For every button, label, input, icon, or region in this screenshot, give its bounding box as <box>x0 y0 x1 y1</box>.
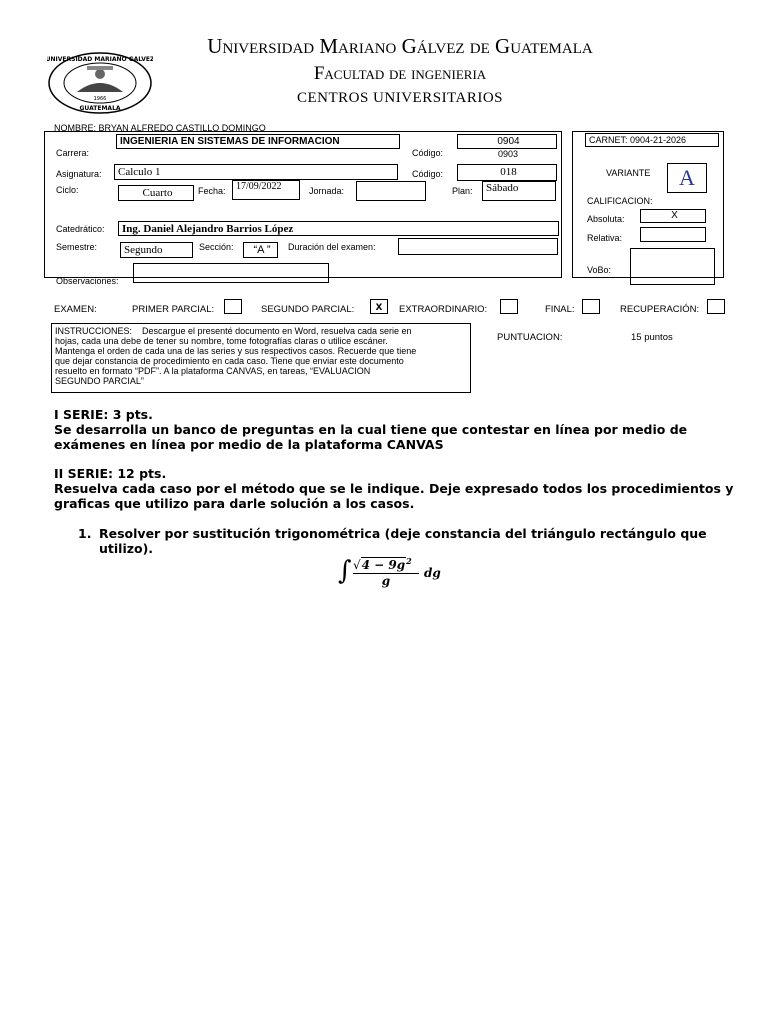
observaciones-field[interactable] <box>133 263 329 283</box>
university-title: Universidad Mariano Gálvez de Guatemala <box>207 34 593 58</box>
university-seal <box>47 52 153 114</box>
integral-sign: ∫ <box>338 556 352 586</box>
codigo-carrera-label: Código: <box>412 148 444 158</box>
item1-text: Resolver por sustitución trigonométrica (deje constancia del triángulo rectángulo que utilizo). <box>99 526 707 556</box>
instructions-text <box>55 326 467 386</box>
seccion-label: Sección: <box>199 242 234 252</box>
instructions-line-5: resuelto en formato “PDF”. A la plataforma CANVAS, en tareas, “EVALUACION <box>55 366 371 376</box>
ciclo-field[interactable]: Cuarto <box>118 185 194 201</box>
puntuacion-value: 15 puntos <box>631 332 673 343</box>
duracion-label: Duración del examen: <box>288 242 376 252</box>
fecha-label: Fecha: <box>198 186 226 196</box>
primer-parcial-label: PRIMER PARCIAL: <box>132 304 215 315</box>
examen-label: EXAMEN: <box>54 304 97 315</box>
variante-label: VARIANTE <box>606 168 651 178</box>
extraordinario-checkbox[interactable] <box>500 299 518 314</box>
serie1-text: Se desarrolla un banco de preguntas en la cual tiene que contestar en línea por medio de exámenes en línea por medio de la plataforma CANVAS <box>54 422 688 452</box>
codigo-asignatura-field[interactable]: 018 <box>457 164 557 181</box>
seal-year: 1966 <box>93 96 107 102</box>
extraordinario-label: EXTRAORDINARIO: <box>399 304 488 315</box>
instructions-line-2: hojas, cada una debe de tener su nombre, tome fotografías claras o utilice escáner. <box>55 336 388 346</box>
observaciones-label: Observaciones: <box>56 276 119 286</box>
carnet-field: CARNET: 0904-21-2026 <box>585 133 719 147</box>
student-name: NOMBRE: BRYAN ALFREDO CASTILLO DOMINGO <box>54 123 266 133</box>
integral-exponent: 2 <box>406 556 412 566</box>
relativa-label: Relativa: <box>587 233 623 243</box>
seal-bottom-text: GUATEMALA <box>79 105 121 112</box>
asignatura-label: Asignatura: <box>56 169 102 179</box>
vobo-field[interactable] <box>630 248 715 285</box>
instructions-line-1: INSTRUCCIONES: Descargue el presenté documento en Word, resuelva cada serie en <box>55 326 412 336</box>
instructions-line-4: que dejar constancia de procedimiento en cada caso. Tiene que enviar este documento <box>55 356 404 366</box>
duracion-field[interactable] <box>398 238 558 255</box>
vobo-label: VoBo: <box>587 265 612 275</box>
semestre-field[interactable]: Segundo <box>120 242 193 258</box>
absoluta-field[interactable]: X <box>640 209 706 223</box>
plan-label: Plan: <box>452 186 473 196</box>
catedratico-field[interactable]: Ing. Daniel Alejandro Barrios López <box>118 221 559 236</box>
ciclo-label: Ciclo: <box>56 185 79 195</box>
recuperacion-checkbox[interactable] <box>707 299 725 314</box>
serie1-title: I SERIE: 3 pts. <box>54 407 153 422</box>
segundo-parcial-checkbox[interactable]: x <box>370 299 388 314</box>
semestre-label: Semestre: <box>56 242 98 252</box>
carrera-field[interactable]: INGENIERIA EN SISTEMAS DE INFORMACION <box>116 134 400 149</box>
instructions-line-3: Mantenga el orden de cada una de las series y sus respectivos casos. Recuerde que tiene <box>55 346 417 356</box>
codigo-carrera-box[interactable]: 0904 <box>457 134 557 149</box>
primer-parcial-checkbox[interactable] <box>224 299 242 314</box>
relativa-field[interactable] <box>640 227 706 242</box>
jornada-field[interactable] <box>356 181 426 201</box>
puntuacion-label: PUNTUACION: <box>497 332 563 343</box>
segundo-parcial-label: SEGUNDO PARCIAL: <box>261 304 355 315</box>
catedratico-label: Catedrático: <box>56 224 105 234</box>
absoluta-label: Absoluta: <box>587 214 625 224</box>
integral-denominator: g <box>381 574 391 588</box>
serie2-text: Resuelva cada caso por el método que se le indique. Deje expresado todos los procedimientos y graficas que utilizo para darle solución a los casos. <box>54 481 734 511</box>
recuperacion-label: RECUPERACIÓN: <box>620 304 700 315</box>
centers-title: CENTROS UNIVERSITARIOS <box>296 90 504 106</box>
jornada-label: Jornada: <box>309 186 345 196</box>
item1-number: 1. <box>78 526 92 541</box>
asignatura-field[interactable]: Calculo 1 <box>114 164 398 180</box>
seccion-field[interactable]: “A ” <box>243 242 278 258</box>
final-checkbox[interactable] <box>582 299 600 314</box>
plan-field[interactable]: Sábado <box>482 181 556 201</box>
faculty-title: Facultad de ingenieria <box>313 63 487 84</box>
carrera-label: Carrera: <box>56 148 90 158</box>
integral-fraction <box>353 556 419 589</box>
integral-numerator: $√4 - 9g^2$ <box>353 556 412 572</box>
codigo-carrera-text: 0903 <box>498 149 519 159</box>
serie2-title: II SERIE: 12 pts. <box>54 466 167 481</box>
codigo-asignatura-label: Código: <box>412 169 444 179</box>
calificacion-label: CALIFICACION: <box>587 196 653 206</box>
final-label: FINAL: <box>545 304 575 315</box>
instructions-label: INSTRUCCIONES: <box>55 326 133 336</box>
integral-expression <box>338 554 458 594</box>
seal-top-text: UNIVERSIDAD MARIANO GALVEZ <box>47 56 153 63</box>
variante-field[interactable]: A <box>667 163 707 193</box>
instructions-line-6: SEGUNDO PARCIAL” <box>55 376 144 386</box>
fecha-field[interactable]: 17/09/2022 <box>232 180 300 200</box>
integral-differential: dg <box>424 566 441 580</box>
